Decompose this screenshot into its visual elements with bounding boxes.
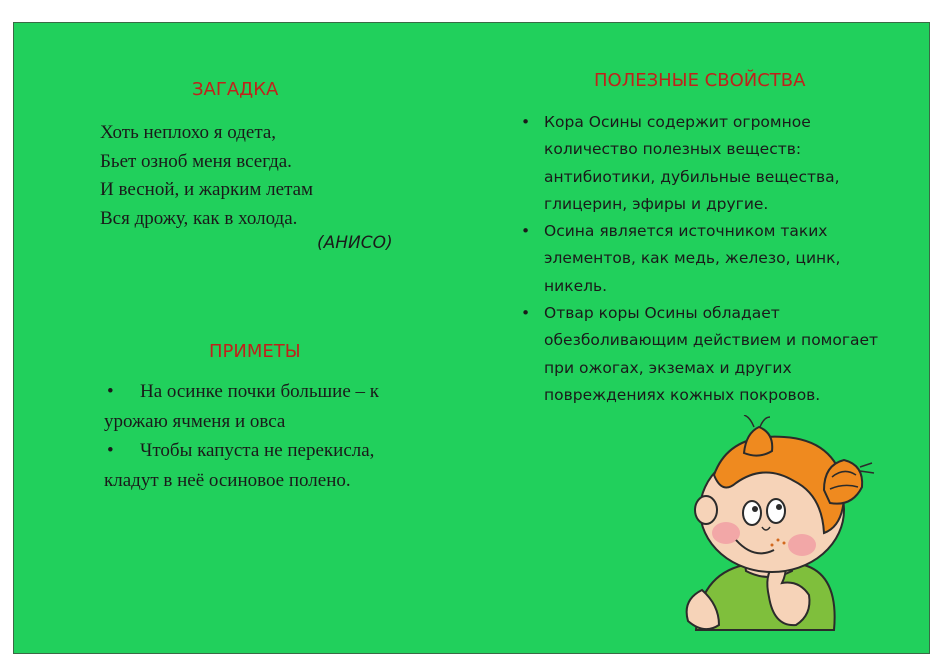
bullet-icon: • bbox=[107, 440, 114, 461]
properties-heading: ПОЛЕЗНЫЕ СВОЙСТВА bbox=[594, 70, 806, 91]
property-text: Отвар коры Осины обладает обезболивающим действием и помогает при ожогах, экземах и других повреждениях кожных покровов. bbox=[544, 304, 879, 404]
riddle-line: И весной, и жарким летам bbox=[100, 179, 314, 200]
signs-list bbox=[104, 377, 424, 495]
list-item bbox=[519, 300, 899, 409]
list-item bbox=[104, 377, 424, 436]
riddle-line: Хоть неплохо я одета, bbox=[100, 122, 277, 143]
riddle-text bbox=[100, 119, 313, 233]
bullet-icon: • bbox=[107, 381, 114, 402]
property-text: Осина является источником таких элементов, как медь, железо, цинк, никель. bbox=[544, 222, 841, 295]
bullet-icon: • bbox=[521, 304, 531, 323]
sign-text: Чтобы капуста не перекисла, кладут в неё осиновое полено. bbox=[104, 440, 375, 491]
list-item bbox=[519, 109, 899, 218]
properties-list bbox=[519, 109, 899, 409]
riddle-heading: ЗАГАДКА bbox=[192, 79, 279, 100]
thinking-child-illustration bbox=[674, 415, 894, 655]
riddle-line: Вся дрожу, как в холода. bbox=[100, 207, 298, 229]
riddle-answer: (АНИСО) bbox=[317, 233, 393, 253]
signs-heading: ПРИМЕТЫ bbox=[209, 341, 301, 362]
bullet-icon: • bbox=[521, 222, 531, 241]
list-item bbox=[104, 436, 424, 495]
leaflet-page bbox=[13, 22, 930, 654]
riddle-line: Бьет озноб меня всегда. bbox=[100, 150, 292, 172]
list-item bbox=[519, 218, 899, 300]
property-text: Кора Осины содержит огромное количество полезных веществ: антибиотики, дубильные вещества, глицерин, эфиры и другие. bbox=[544, 113, 840, 213]
sign-text: На осинке почки большие – к урожаю ячменя и овса bbox=[104, 381, 379, 432]
bullet-icon: • bbox=[521, 113, 531, 131]
